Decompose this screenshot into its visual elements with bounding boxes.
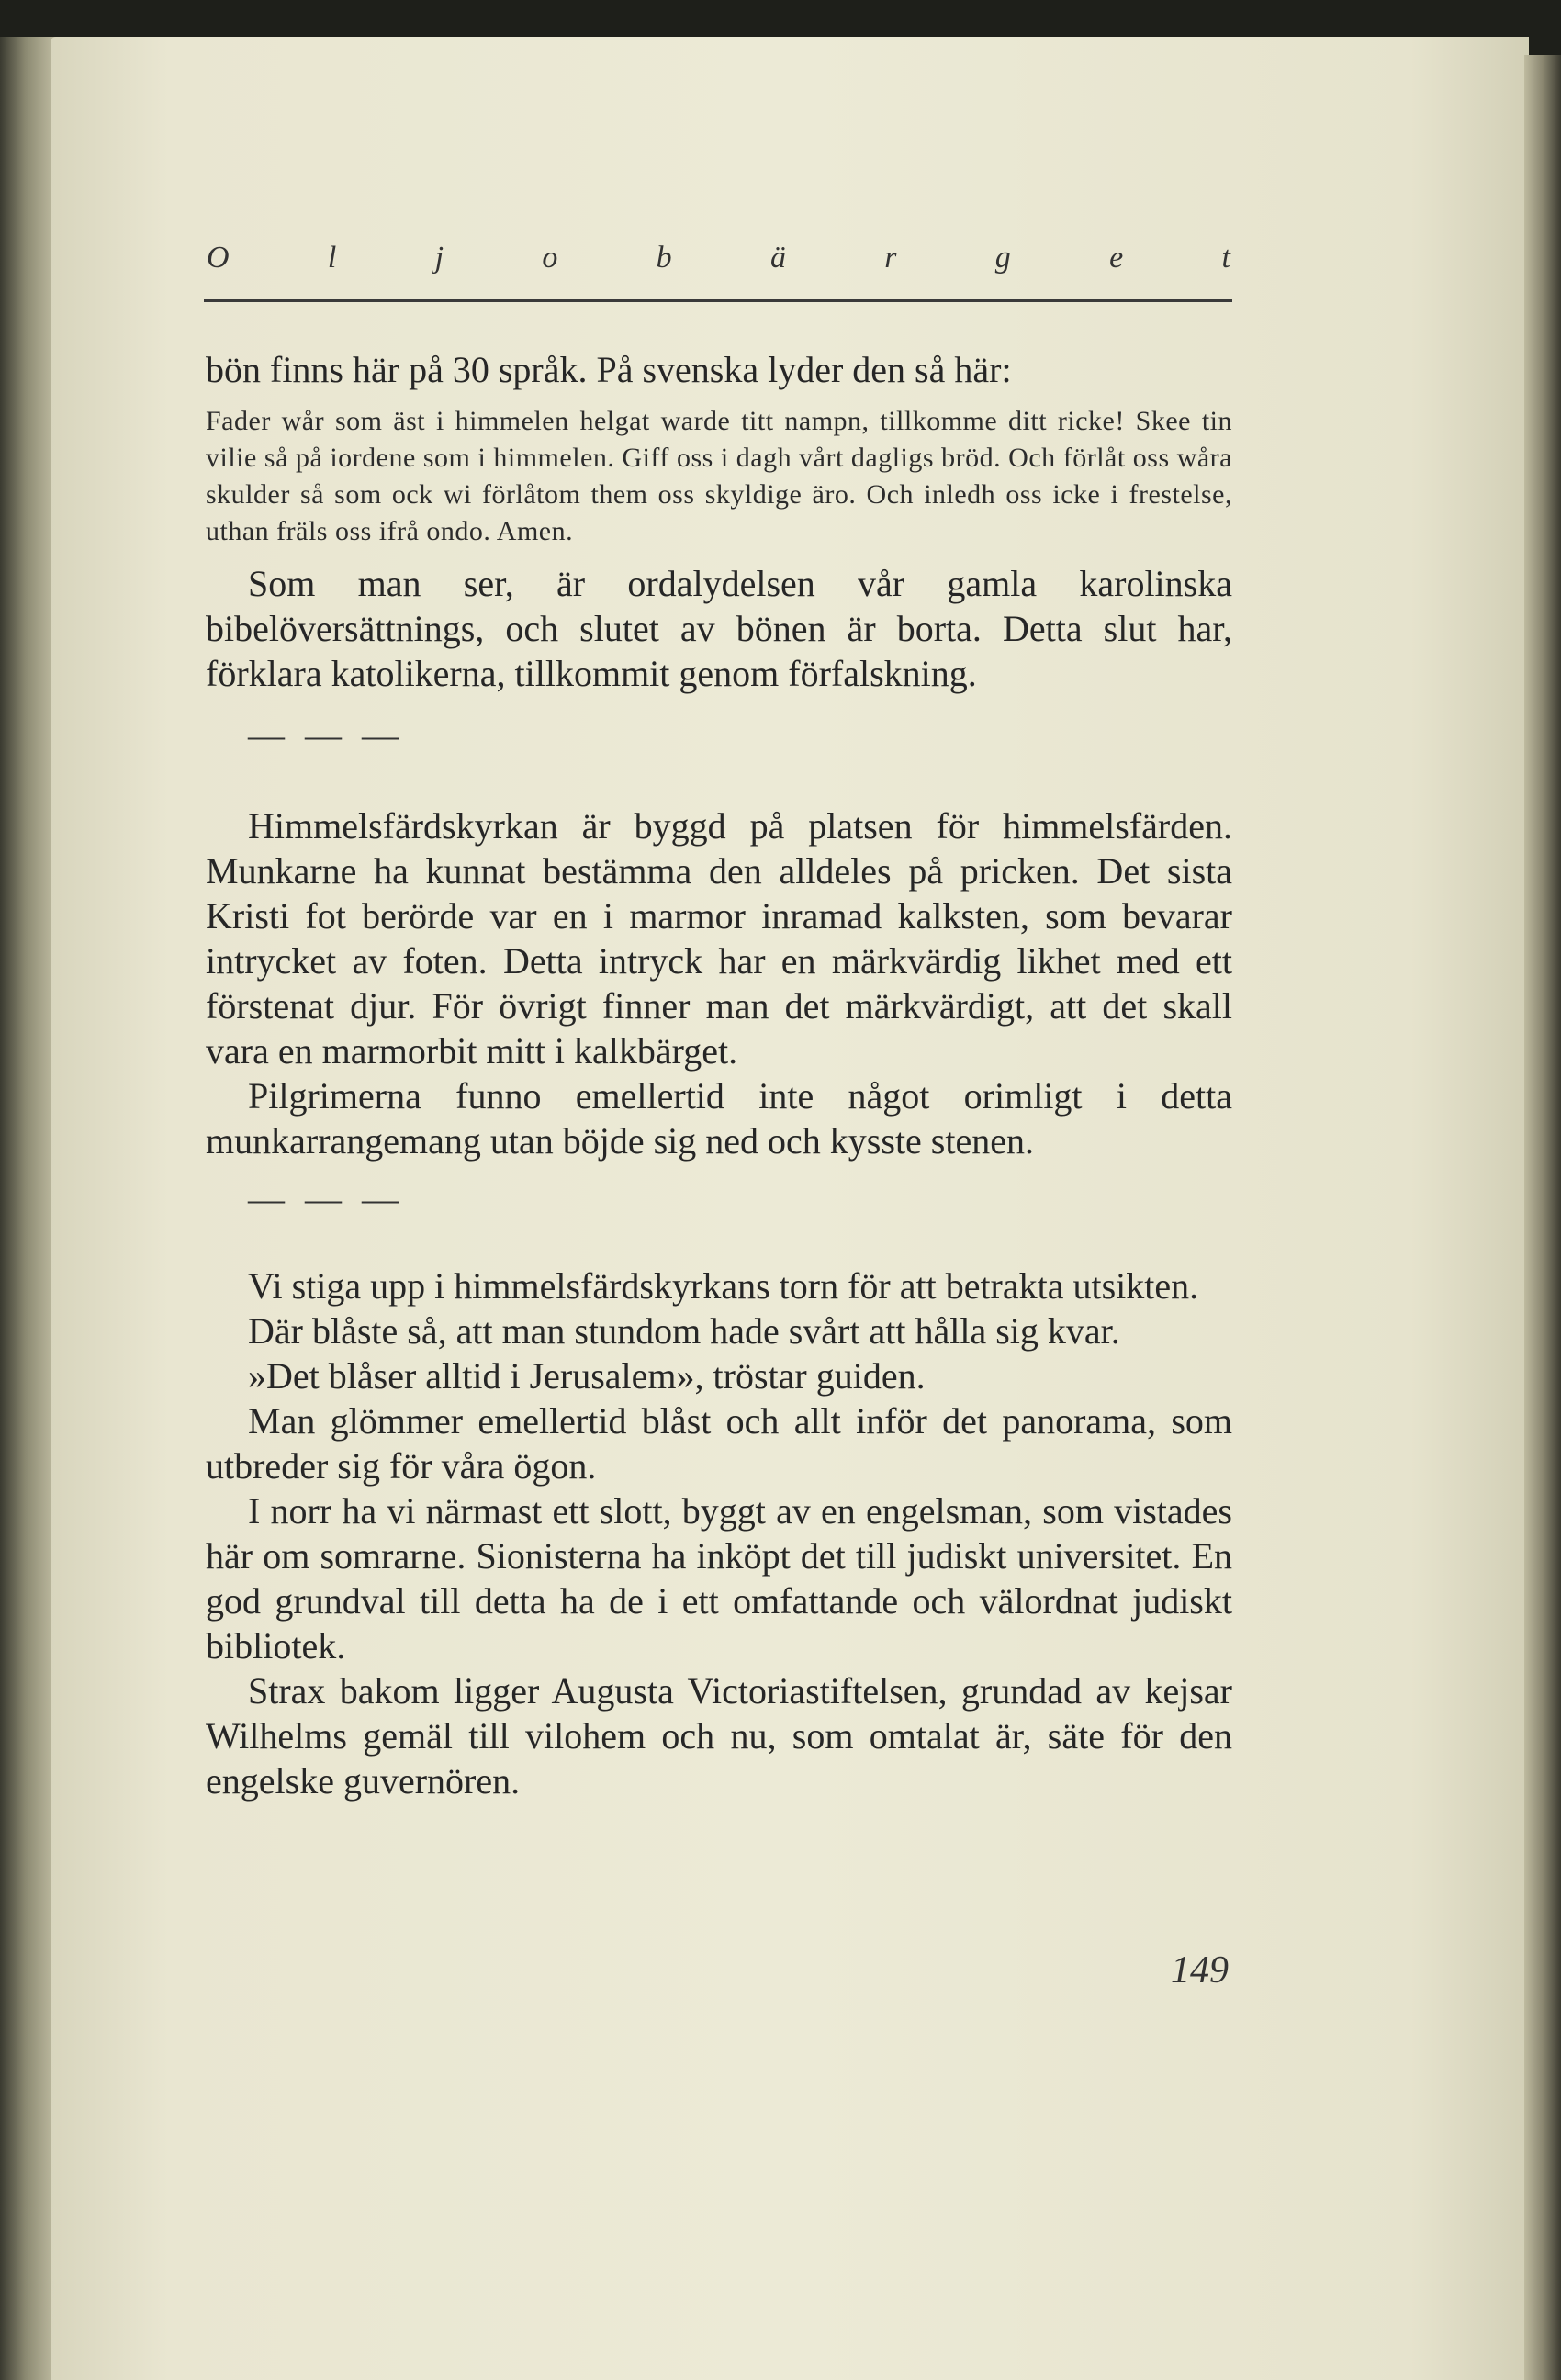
page-number: 149 <box>1171 1949 1229 1992</box>
paragraph: Där blåste så, att man stundom hade svårt att hålla sig kvar. <box>248 1310 1120 1352</box>
header-letter: b <box>656 241 672 275</box>
paragraph: Strax bakom ligger Augusta Victoriastiftelsen, grundad av kejsar Wilhelms gemäl till vilohem och nu, som omtalat är, säte för den engelske guvernören. <box>206 1670 1232 1802</box>
paragraph: bön finns här på 30 språk. På svenska lyder den så här: <box>206 349 1012 390</box>
section-separator: — — — <box>248 714 404 756</box>
paragraph: »Det blåser alltid i Jerusalem», tröstar guiden. <box>248 1355 926 1397</box>
body-text <box>206 347 1232 1803</box>
header-letter: r <box>884 241 897 275</box>
paragraph: Himmelsfärdskyrkan är byggd på platsen för himmelsfärden. Munkarne ha kunnat bestämma den alldeles på pricken. Det sista Kristi fot berörde var en i marmor inramad kalksten, som bevarar intrycket av foten. Detta intryck har en märkvärdig likhet med ett förstenat djur. För övrigt finner man det märkvärdigt, att det skall vara en marmorbit mitt i kalkbärget. <box>206 805 1232 1072</box>
paragraph: Pilgrimerna funno emellertid inte något orimligt i detta munkarrangemang utan böjde sig ned och kysste stenen. <box>206 1075 1232 1162</box>
paragraph: I norr ha vi närmast ett slott, byggt av en engelsman, som vistades här om somrarne. Sionisterna ha inköpt det till judiskt universitet. En god grundval till detta ha de i ett omfattande och välordnat judiskt bibliotek. <box>206 1490 1232 1667</box>
right-page-edge <box>1524 55 1561 2380</box>
header-letter: j <box>434 241 444 275</box>
section-separator: — — — <box>248 1178 404 1219</box>
header-letter: l <box>327 241 337 275</box>
header-letter: o <box>542 241 558 275</box>
prayer-quote: Fader wår som äst i himmelen helgat warde titt nampn, tillkomme ditt ricke! Skee tin vilie så på iordene som i himmelen. Giff oss i dagh vårt dagligs bröd. Och förlåt oss wåra skulder så som ock wi förlåtom them oss skyldige äro. Och inledh oss icke i frestelse, uthan fräls oss ifrå ondo. Amen. <box>206 406 1232 546</box>
header-letter: O <box>207 241 230 275</box>
paragraph: Som man ser, är ordalydelsen vår gamla karolinska bibelöversättnings, och slutet av bönen är borta. Detta slut har, förklara katolikerna, tillkommit genom förfalskning. <box>206 563 1232 694</box>
header-letter: ä <box>769 241 786 275</box>
header-letter: e <box>1109 241 1124 275</box>
header-letter: g <box>994 241 1011 275</box>
paragraph: Vi stiga upp i himmelsfärdskyrkans torn för att betrakta utsikten. <box>248 1265 1199 1307</box>
paragraph: Man glömmer emellertid blåst och allt inför det panorama, som utbreder sig för våra ögon. <box>206 1400 1232 1487</box>
running-header <box>207 241 1230 296</box>
header-letter: t <box>1221 241 1230 275</box>
header-rule <box>204 299 1232 302</box>
